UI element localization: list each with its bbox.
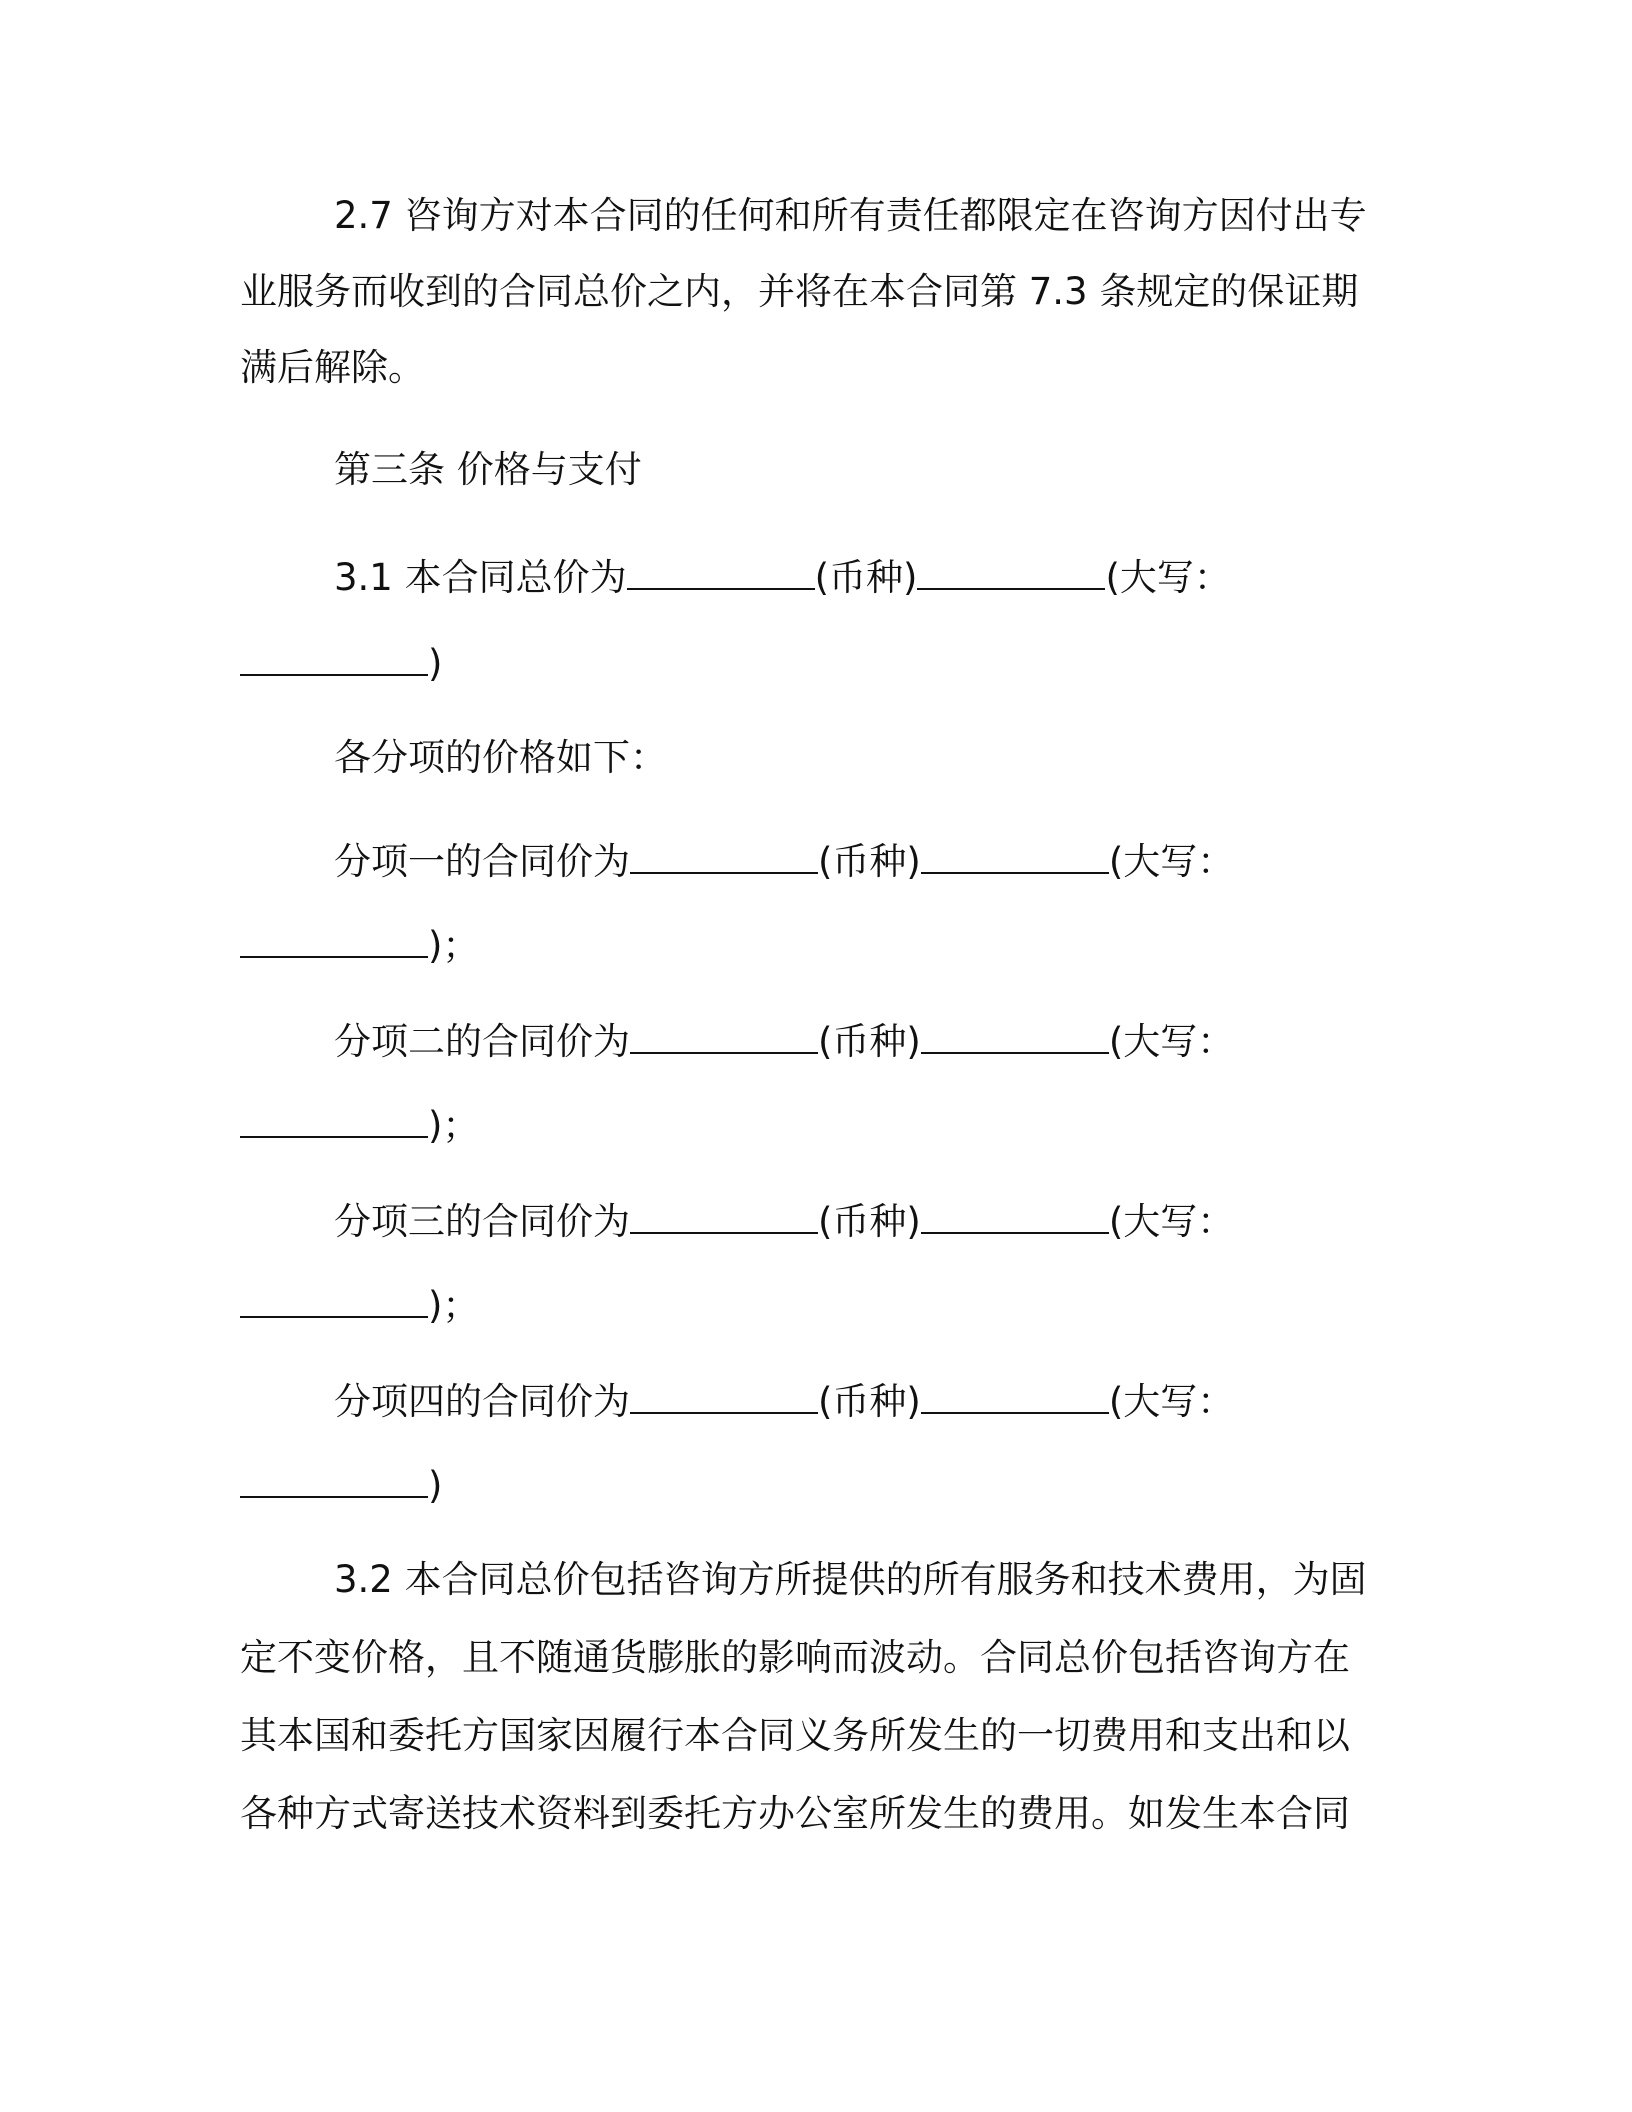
- subitem-2-currency-blank[interactable]: [921, 1022, 1109, 1054]
- clause-2-7-line-2: 业服务而收到的合同总价之内，并将在本合同第 7.3 条规定的保证期: [240, 270, 1359, 313]
- subitem-1-prefix: 分项一的合同价为: [334, 840, 630, 883]
- subitem-3-amount-blank[interactable]: [630, 1202, 818, 1234]
- article-3-title: 第三条 价格与支付: [334, 448, 642, 491]
- clause-2-7-line-1: 2.7 咨询方对本合同的任何和所有责任都限定在咨询方因付出专: [334, 194, 1367, 237]
- subitem-1-currency: (币种): [818, 840, 921, 883]
- subitem-2-line-1: [334, 1018, 1234, 1066]
- subitem-3-capital-open: (大写：: [1108, 1200, 1235, 1243]
- subitem-2-capital-blank[interactable]: [240, 1106, 428, 1138]
- subitem-1-line-1: [334, 838, 1234, 886]
- subitem-1-capital-open: (大写：: [1108, 840, 1235, 883]
- clause-3-1-prefix: 3.1 本合同总价为: [334, 556, 627, 599]
- clause-3-1-currency: (币种): [814, 556, 918, 599]
- subitem-2-capital-open: (大写：: [1108, 1020, 1235, 1063]
- clause-3-1-close: ): [428, 642, 443, 685]
- subitem-4-amount-blank[interactable]: [630, 1382, 818, 1414]
- subitem-3-capital-blank[interactable]: [240, 1286, 428, 1318]
- subitem-3-line-2: [240, 1282, 479, 1330]
- clause-3-1-line-2: [240, 640, 442, 688]
- clause-3-2-line-2: 定不变价格，且不随通货膨胀的影响而波动。合同总价包括咨询方在: [240, 1636, 1350, 1679]
- subitem-4-line-1: [334, 1378, 1234, 1426]
- total-price-capital-blank[interactable]: [240, 644, 428, 676]
- subitem-1-close: )；: [428, 924, 480, 967]
- total-price-amount-blank[interactable]: [627, 558, 815, 590]
- subitem-1-line-2: [240, 922, 479, 970]
- subitem-4-line-2: [240, 1462, 442, 1510]
- subitem-3-close: )；: [428, 1284, 480, 1327]
- subitem-4-currency: (币种): [818, 1380, 921, 1423]
- subitem-3-line-1: [334, 1198, 1234, 1246]
- subitem-4-close: ): [428, 1464, 443, 1507]
- subitem-2-currency: (币种): [818, 1020, 921, 1063]
- subitem-1-amount-blank[interactable]: [630, 842, 818, 874]
- clause-3-2-line-4: 各种方式寄送技术资料到委托方办公室所发生的费用。如发生本合同: [240, 1792, 1350, 1835]
- total-price-currency-blank[interactable]: [917, 558, 1105, 590]
- subitem-4-currency-blank[interactable]: [921, 1382, 1109, 1414]
- subitem-2-close: )；: [428, 1104, 480, 1147]
- clause-3-1-line-1: [334, 554, 1231, 602]
- clause-3-2-line-3: 其本国和委托方国家因履行本合同义务所发生的一切费用和支出和以: [240, 1714, 1350, 1757]
- subitem-4-capital-blank[interactable]: [240, 1466, 428, 1498]
- subitem-4-capital-open: (大写：: [1108, 1380, 1235, 1423]
- subitem-3-prefix: 分项三的合同价为: [334, 1200, 630, 1243]
- subitem-4-prefix: 分项四的合同价为: [334, 1380, 630, 1423]
- subitems-intro: 各分项的价格如下：: [334, 736, 667, 779]
- clause-2-7-line-3: 满后解除。: [240, 346, 425, 389]
- subitem-2-line-2: [240, 1102, 479, 1150]
- clause-3-2-line-1: 3.2 本合同总价包括咨询方所提供的所有服务和技术费用，为固: [334, 1558, 1367, 1601]
- subitem-1-currency-blank[interactable]: [921, 842, 1109, 874]
- subitem-3-currency-blank[interactable]: [921, 1202, 1109, 1234]
- subitem-3-currency: (币种): [818, 1200, 921, 1243]
- clause-3-1-capital-open: (大写：: [1105, 556, 1231, 599]
- subitem-2-prefix: 分项二的合同价为: [334, 1020, 630, 1063]
- subitem-1-capital-blank[interactable]: [240, 926, 428, 958]
- subitem-2-amount-blank[interactable]: [630, 1022, 818, 1054]
